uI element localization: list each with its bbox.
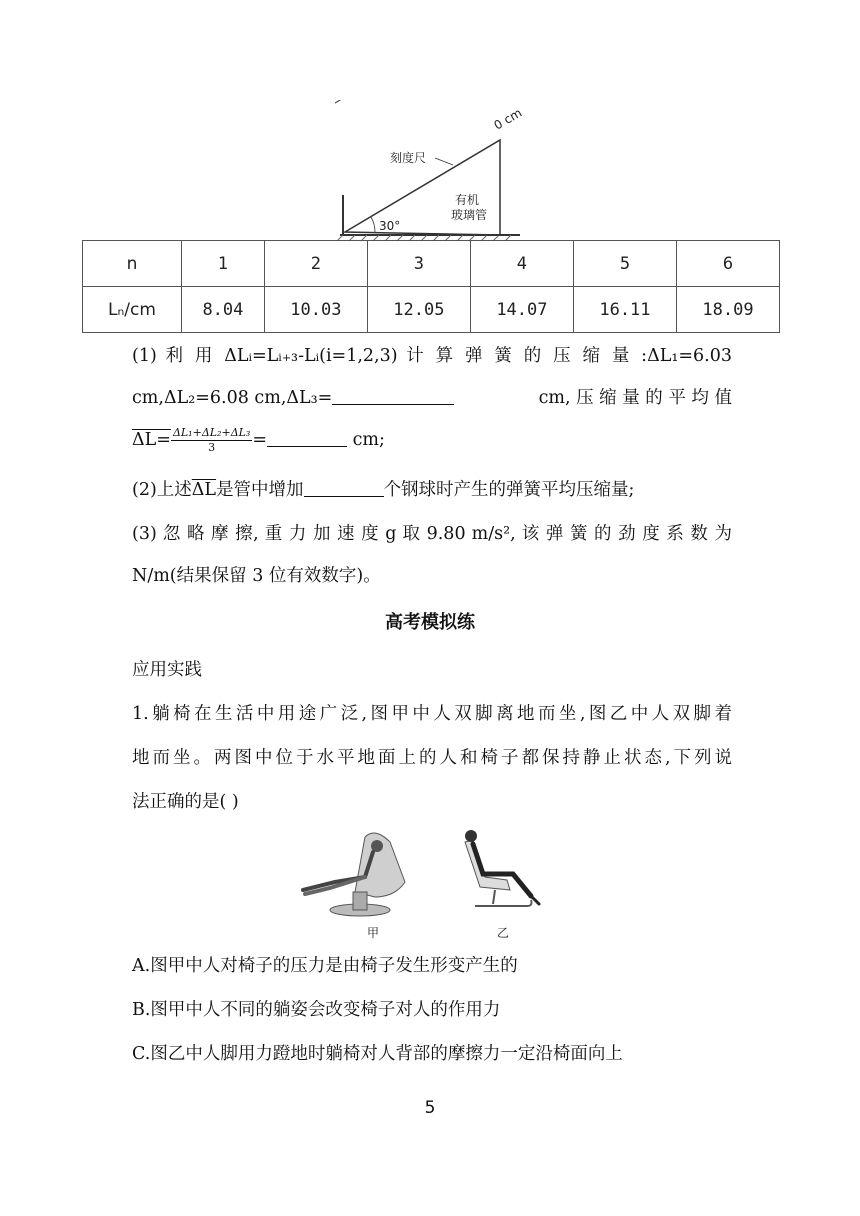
q2-suffix: 个钢球时产生的弹簧平均压缩量; xyxy=(383,480,635,500)
table-cell: 16.11 xyxy=(573,287,676,333)
chairs-figure xyxy=(295,822,565,944)
subsection-title: 应用实践 xyxy=(132,660,202,680)
label-ruler: 刻度尺 xyxy=(390,151,427,165)
option-a: A.图甲中人对椅子的压力是由椅子发生形变产生的 xyxy=(132,956,518,976)
blank-mean[interactable] xyxy=(267,428,347,447)
table-row xyxy=(83,287,780,333)
table-cell: 18.09 xyxy=(676,287,779,333)
q3-line1: (3) 忽 略 摩 擦, 重 力 加 速 度 g 取 9.80 m/s², 该 弹 簧 的 劲 度 系 数 为 xyxy=(132,524,732,544)
label-tube-1: 有机 xyxy=(455,193,480,207)
table-cell: 2 xyxy=(264,241,367,287)
q1-line2 xyxy=(132,382,732,414)
q2-mid: 是管中增加 xyxy=(216,480,304,500)
label-zero-cm: 0 cm xyxy=(491,105,525,133)
table-cell: 6 xyxy=(676,241,779,287)
table-cell: 5 xyxy=(573,241,676,287)
q2-symbol: $\overline{\Delta L}$ xyxy=(191,480,217,500)
table-cell: 4 xyxy=(470,241,573,287)
fraction-numerator: ΔL₁+ΔL₂+ΔL₃ xyxy=(172,426,251,439)
table-cell: 12.05 xyxy=(367,287,470,333)
mean-fraction xyxy=(171,426,252,455)
chair-jia-illustration xyxy=(303,833,405,916)
problem1-line2: 地而坐。两图中位于水平地面上的人和椅子都保持静止状态,下列说 xyxy=(132,748,732,768)
page-number: 5 xyxy=(424,1098,436,1118)
chair-yi-illustration xyxy=(465,830,539,906)
table-cell: 10.03 xyxy=(264,287,367,333)
label-tube-2: 玻璃管 xyxy=(451,208,488,222)
header-L: Lₙ/cm xyxy=(83,287,182,333)
table-cell: 14.07 xyxy=(470,287,573,333)
table-row xyxy=(83,241,780,287)
label-yi: 乙 xyxy=(497,926,510,940)
table-cell: 3 xyxy=(367,241,470,287)
problem1-line1: 1.躺椅在生活中用途广泛,图甲中人双脚离地而坐,图乙中人双脚着 xyxy=(132,704,732,724)
fraction-denominator: 3 xyxy=(208,441,216,454)
incline-spring-figure xyxy=(335,100,530,242)
label-angle: 30° xyxy=(379,219,401,233)
option-b: B.图甲中人不同的躺姿会改变椅子对人的作用力 xyxy=(132,1000,501,1020)
data-table xyxy=(82,240,780,333)
q1-line2-b: cm, 压 缩 量 的 平 均 值 xyxy=(538,388,732,408)
equals: = xyxy=(252,430,268,450)
q1-line3 xyxy=(132,424,732,456)
table-cell: 1 xyxy=(182,241,265,287)
mean-delta-L: ΔL= xyxy=(132,430,171,450)
header-n: n xyxy=(83,241,182,287)
unit-cm: cm; xyxy=(352,430,385,450)
q1-line2-a: cm,ΔL₂=6.08 cm,ΔL₃= xyxy=(132,388,333,408)
blank-delta-L3[interactable] xyxy=(332,386,454,405)
section-title: 高考模拟练 xyxy=(385,612,475,633)
blank-ball-count[interactable] xyxy=(304,478,384,497)
q2-line xyxy=(132,474,732,506)
problem1-line3: 法正确的是( ) xyxy=(132,792,239,812)
table-cell: 8.04 xyxy=(182,287,265,333)
q2-prefix: (2)上述 xyxy=(132,480,192,500)
q1-line1: (1) 利 用 ΔLᵢ=Lᵢ₊₃-Lᵢ(i=1,2,3) 计 算 弹 簧 的 压 缩 量 :ΔL₁=6.03 xyxy=(132,346,732,366)
option-c: C.图乙中人脚用力蹬地时躺椅对人背部的摩擦力一定沿椅面向上 xyxy=(132,1044,623,1064)
q3-line2: N/m(结果保留 3 位有效数字)。 xyxy=(132,566,381,586)
label-jia: 甲 xyxy=(367,926,380,940)
